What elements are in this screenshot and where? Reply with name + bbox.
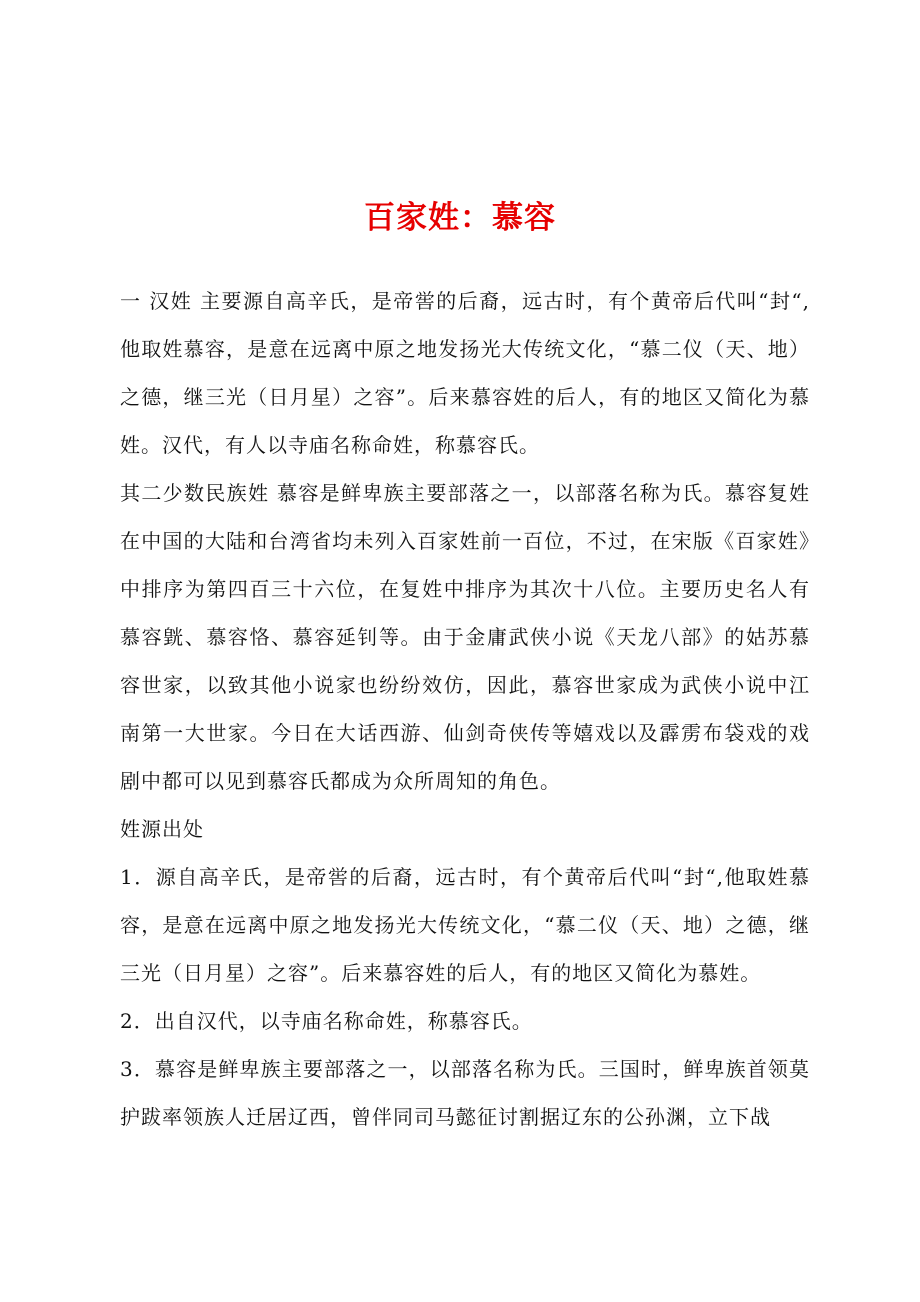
paragraph-han-surname: 一 汉姓 主要源自高辛氏，是帝喾的后裔，远古时，有个黄帝后代叫“封“,他取姓慕容，是意在远离中原之地发扬光大传统文化，“慕二仪（天、地）之德，继三光（日月星）之容”。后来慕容姓的后人，有的地区又简化为慕姓。汉代，有人以寺庙名称命姓，称慕容氏。	[120, 289, 810, 457]
document-title: 百家姓：慕容	[364, 200, 556, 236]
paragraph-minority-surname: 其二少数民族姓 慕容是鲜卑族主要部落之一，以部落名称为氏。慕容复姓在中国的大陆和台湾省均未列入百家姓前一百位，不过，在宋版《百家姓》中排序为第四百三十六位，在复姓中排序为其次十八位。主要历史名人有慕容皝、慕容恪、慕容延钊等。由于金庸武侠小说《天龙八部》的姑苏慕容世家，以致其他小说家也纷纷效仿，因此，慕容世家成为武侠小说中江南第一大世家。今日在大话西游、仙剑奇侠传等嬉戏以及霹雳布袋戏的戏剧中都可以见到慕容氏都成为众所周知的角色。	[120, 481, 810, 793]
section-heading-origin: 姓源出处	[120, 817, 204, 841]
origin-item-3: 3．慕容是鲜卑族主要部落之一，以部落名称为氏。三国时，鲜卑族首领莫护跋率领族人迁居辽西，曾伴同司马懿征讨割据辽东的公孙渊，立下战	[120, 1057, 810, 1129]
origin-item-2: 2．出自汉代，以寺庙名称命姓，称慕容氏。	[120, 1009, 533, 1033]
document-body	[120, 277, 810, 1141]
origin-item-1: 1．源自高辛氏，是帝喾的后裔，远古时，有个黄帝后代叫“封“,他取姓慕容，是意在远离中原之地发扬光大传统文化，“慕二仪（天、地）之德，继三光（日月星）之容”。后来慕容姓的后人，有的地区又简化为慕姓。	[120, 865, 810, 985]
